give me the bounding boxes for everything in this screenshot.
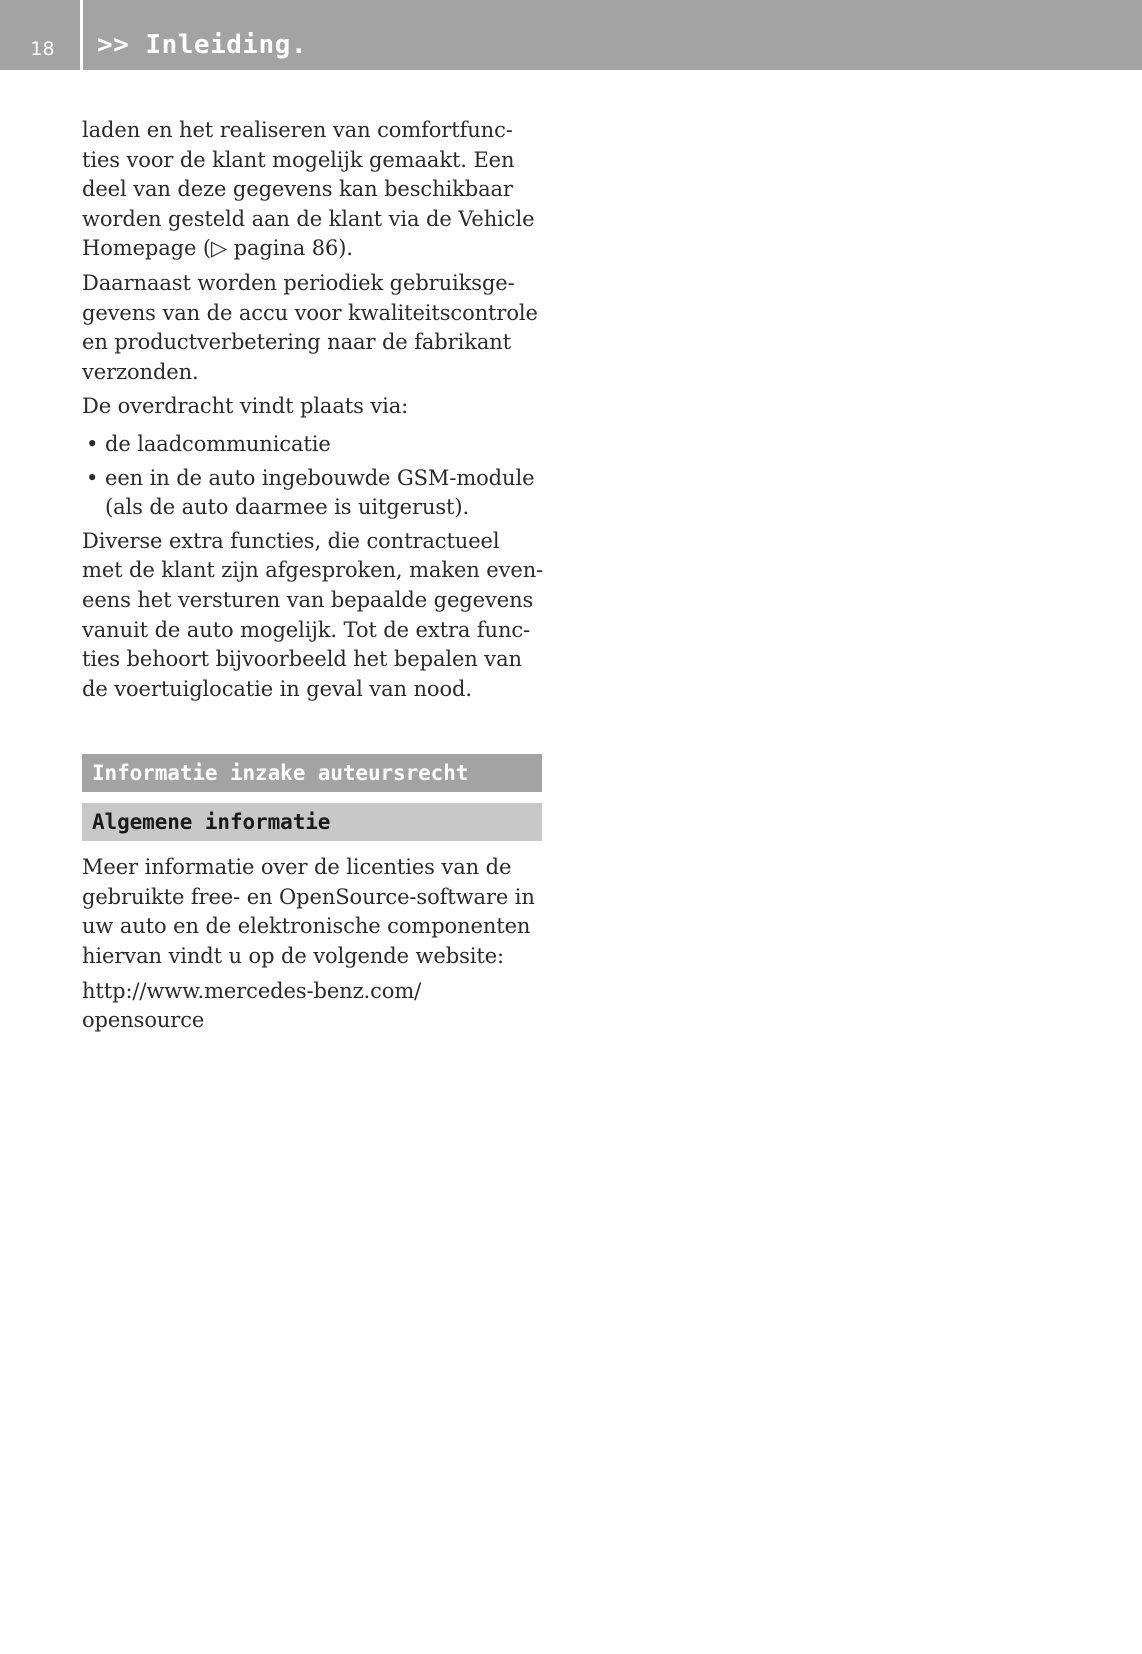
text-line: Diverse extra functies, die contractueel: [82, 528, 500, 553]
copyright-heading: Informatie inzake auteursrecht: [82, 754, 542, 792]
url-line: http://www.mercedes-benz.com/: [82, 978, 422, 1003]
list-item: [82, 464, 542, 523]
paragraph-transfer-intro: [82, 392, 542, 422]
text-line: de voertuiglocatie in geval van nood.: [82, 676, 472, 701]
bullet-marker: •: [86, 431, 99, 456]
text-line-page-reference: Homepage (▷ pagina 86).: [82, 236, 353, 261]
page-number-box: [0, 0, 80, 70]
text-line: ties voor de klant mogelijk gemaakt. Een: [82, 147, 515, 172]
text-line: Daarnaast worden periodiek gebruiksge-: [82, 270, 515, 295]
list-item-text: (als de auto daarmee is uitgerust).: [105, 495, 470, 520]
text-line: en productverbetering naar de fabrikant: [82, 330, 512, 355]
header-divider: [80, 0, 83, 70]
text-line: laden en het realiseren van comfortfunc-: [82, 118, 513, 142]
text-line: De overdracht vindt plaats via:: [82, 394, 409, 419]
text-line: gevens van de accu voor kwaliteitscontrole: [82, 300, 538, 325]
text-line: Meer informatie over de licenties van de: [82, 855, 512, 880]
text-line: met de klant zijn afgesproken, maken even-: [82, 558, 544, 583]
text-line: vanuit de auto mogelijk. Tot de extra func-: [82, 617, 531, 642]
text-line: gebruikte free- en OpenSource-software in: [82, 884, 535, 909]
section-title: >> Inleiding.: [97, 30, 307, 60]
list-item: [82, 430, 542, 460]
text-line: eens het versturen van bepaalde gegevens: [82, 587, 534, 612]
text-line: deel van deze gegevens kan beschikbaar: [82, 177, 513, 202]
main-content: [82, 116, 542, 1036]
general-info-subheading: Algemene informatie: [82, 803, 542, 841]
text-line: worden gesteld aan de klant via de Vehicle: [82, 206, 535, 231]
paragraph-battery-data: [82, 269, 542, 387]
text-line: hiervan vindt u op de volgende website:: [82, 944, 505, 969]
text-line: ties behoort bijvoorbeeld het bepalen van: [82, 647, 522, 672]
text-line: verzonden.: [82, 359, 199, 384]
transfer-method-list: [82, 430, 542, 523]
opensource-url: [82, 977, 542, 1036]
bullet-marker: •: [86, 465, 99, 490]
paragraph-license-info: [82, 853, 542, 971]
list-item-text: een in de auto ingebouwde GSM-module: [105, 465, 535, 490]
paragraph-data-transfer: [82, 116, 542, 264]
page-number: 18: [30, 38, 55, 60]
text-line: uw auto en de elektronische componenten: [82, 914, 531, 939]
list-item-text: de laadcommunicatie: [105, 431, 331, 456]
paragraph-extra-functions: [82, 527, 542, 705]
url-line: opensource: [82, 1008, 205, 1033]
